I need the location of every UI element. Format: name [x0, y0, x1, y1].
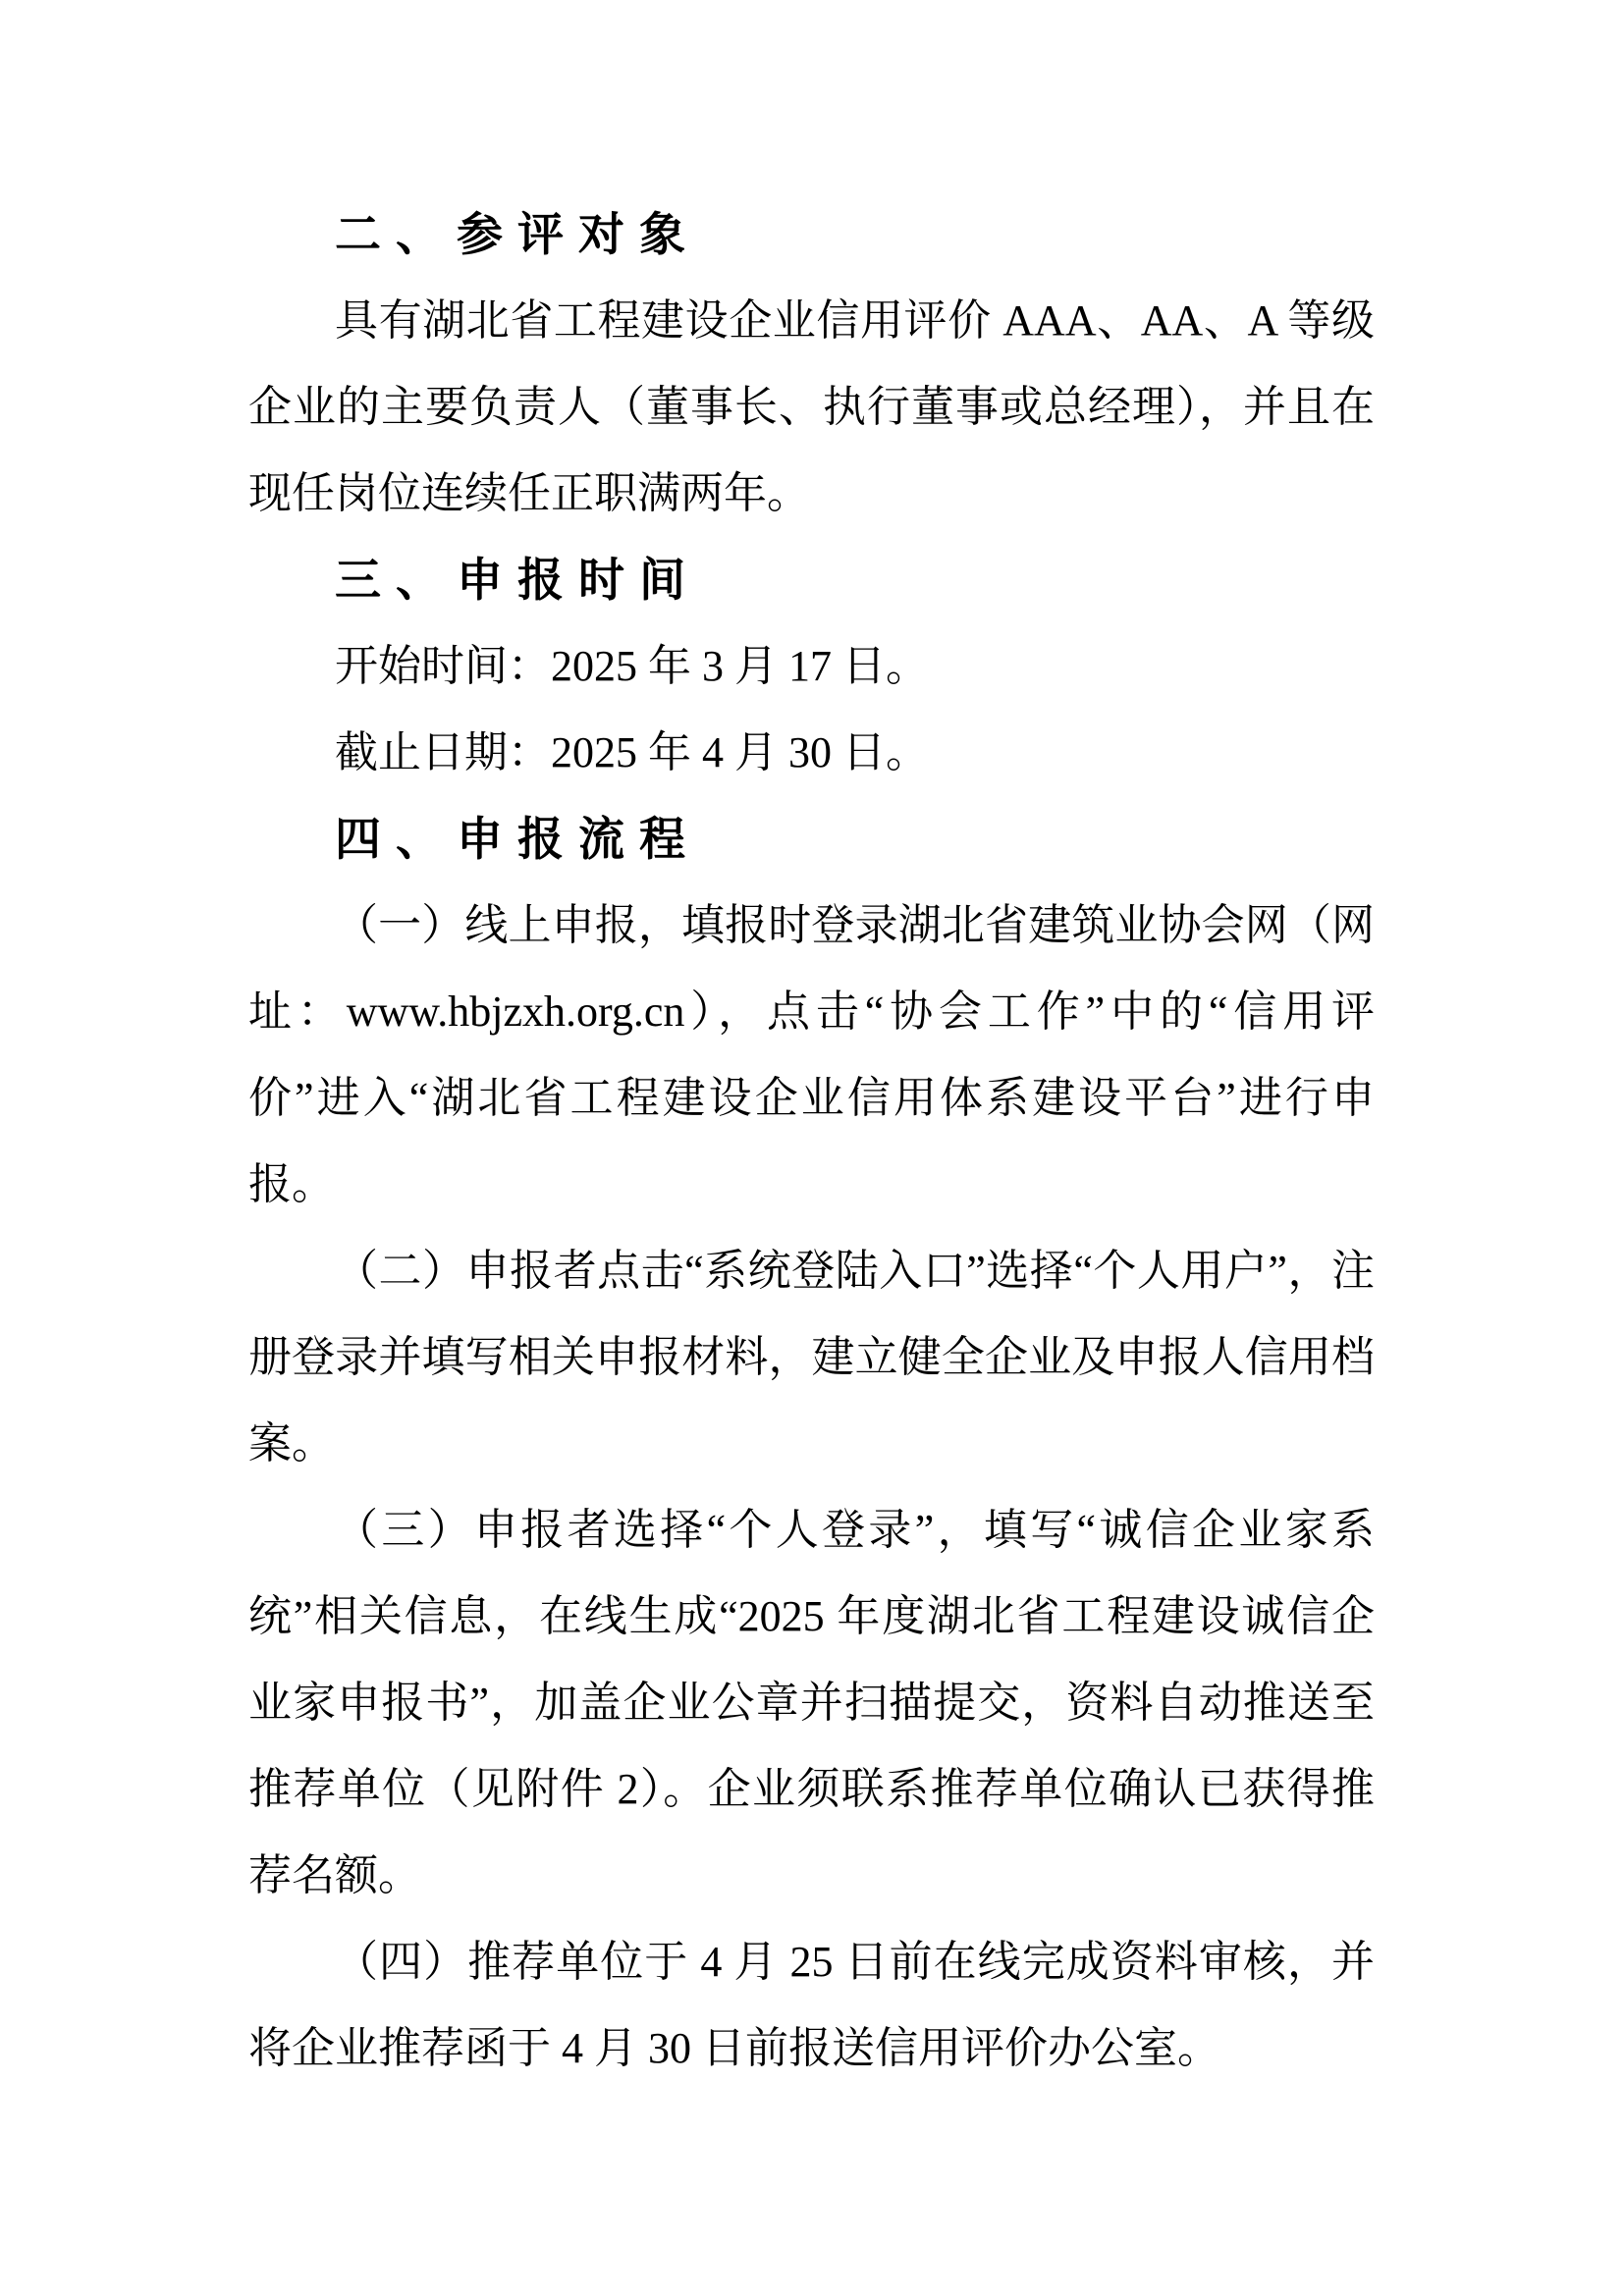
section-heading-process: 四、申报流程: [335, 813, 700, 865]
section-heading-participants: 二、参评对象: [335, 208, 700, 260]
paragraph-deadline: 截止日期：2025 年 4 月 30 日。: [335, 728, 929, 776]
paragraph-step-4: （四）推荐单位于 4 月 25 日前在线完成资料审核，并将企业推荐函于 4 月 30 日前报送信用评价办公室。: [248, 1938, 1375, 2072]
paragraph-step-2: （二）申报者点击“系统登陆入口”选择“个人用户”，注册登录并填写相关申报材料，建立健全企业及申报人信用档案。: [248, 1247, 1375, 1468]
section-heading-schedule: 三、申报时间: [335, 554, 700, 606]
paragraph-step-1: （一）线上申报，填报时登录湖北省建筑业协会网（网址：www.hbjzxh.org.cn），点击“协会工作”中的“信用评价”进入“湖北省工程建设企业信用体系建设平台”进行申报。: [248, 901, 1375, 1208]
paragraph-participants: 具有湖北省工程建设企业信用评价 AAA、AA、A 等级企业的主要负责人（董事长、执行董事或总经理），并且在现任岗位连续任正职满两年。: [248, 296, 1375, 517]
paragraph-start-time: 开始时间：2025 年 3 月 17 日。: [335, 642, 929, 690]
paragraph-step-3: （三）申报者选择“个人登录”，填写“诚信企业家系统”相关信息，在线生成“2025 年度湖北省工程建设诚信企业家申报书”，加盖企业公章并扫描提交，资料自动推送至推荐单位（见附件 2）。企业须联系推荐单位确认已获得推荐名额。: [248, 1506, 1375, 1899]
